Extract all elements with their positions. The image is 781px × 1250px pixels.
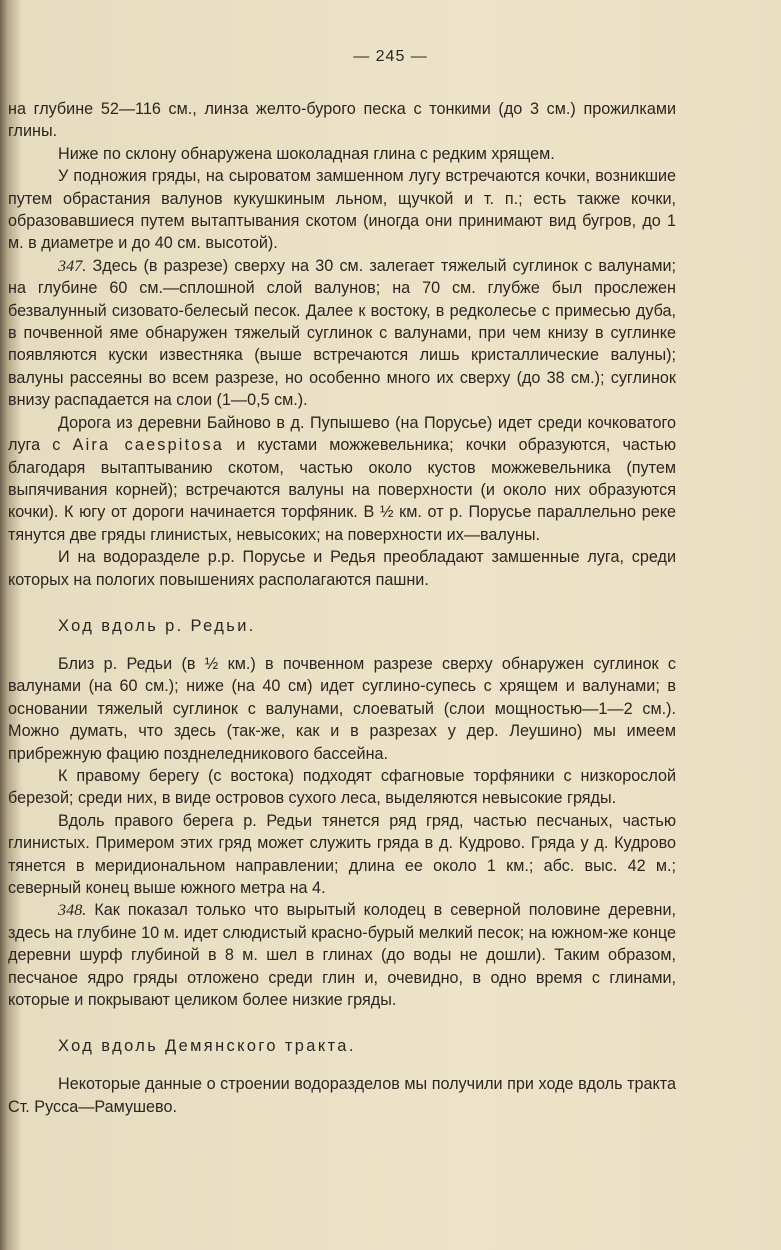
paragraph-continued: на глубине 52—116 см., линза желто-бурого песка с тонкими (до 3 см.) прожилками глины. [8,100,676,141]
paragraph-road-text-after: и кустами можжевельника; кочки образуются, частью благодаря вытаптыванию скотом, частью около кустов можжевельника (путем выпячивания корней); встречаются валуны на поверхности (и около них образуются кочки). К югу от дороги начинается торфяник. В ½ км. от р. Порусье параллельно реке тянутся две гряды глинистых, невысоких; на поверхности их—валуны. [8,436,676,544]
paragraph-348-text: Как показал только что вырытый колодец в северной половине деревни, здесь на глубине 10 м. идет слюдистый красно-бурый мелкий песок; на южном-же конце деревни шурф глубиной в 8 м. шел в глинах (до воды не дошли). Таким образом, песчаное ядро гряды отложено среди глин и, очевидно, в одно время с глинами, которые и покрывают целиком более низкие гряды. [8,901,676,1010]
paragraph-watershed: И на водоразделе р.р. Порусье и Редья преобладают замшенные луга, среди которых на пологих повышениях располагаются пашни. [8,548,676,589]
paragraph-road-text-before: Дорога из деревни Байново в д. Пупышево (на Порусье) идет среди кочковатого луга с [8,413,676,455]
section-number-348: 348. [58,901,87,920]
section-heading-redya: Ход вдоль р. Редьи. [58,616,256,635]
paragraph-redya-soil: Близ р. Редьи (в ½ км.) в почвенном разрезе сверху обнаружен суглинок с валунами (на 60 см.); ниже (на 40 см) идет суглино-супесь с хрящем и валунами; в основании тяжелый суглинок с валунами, слоеватый (слои мощностью—1—2 см.). Можно думать, что здесь (так-же, как и в разрезах у дер. Леушино) мы имеем прибрежную фацию позднеледникового бассейна. [8,654,676,763]
paragraph-347-text: Здесь (в разрезе) сверху на 30 см. залегает тяжелый суглинок с валунами; на глубине 60 см.—сплошной слой валунов; на 70 см. глубже был прослежен безвалунный сизовато-белесый песок. Далее к востоку, в редколесье с примесью дуба, в почвенной яме обнаружен тяжелый суглинок с валунами, при чем книзу в суглинке появляются куски известняка (выше встречаются лишь кристаллические валуны); валуны рассеяны во всем разрезе, но особенно много их сверху (до 38 см.); суглинок внизу распадается на слои (1—0,5 см.). [8,256,676,410]
page-body [8,98,676,1118]
paragraph-347 [8,255,676,412]
paragraph-ridge-foot: У подножия гряды, на сыроватом замшенном лугу встречаются кочки, возникшие путем обрастания валунов кукушкиным льном, щучкой и т. п.; есть также кочки, образовавшиеся путем вытаптывания скотом (иногда они принимают вид бугров, до 1 м. в диаметре и до 40 см. высотой). [8,167,676,253]
section-number-347: 347. [58,256,87,275]
page-number: — 245 — [353,48,428,65]
section-heading-demyansk: Ход вдоль Демянского тракта. [58,1037,356,1056]
paragraph-ridges: Вдоль правого берега р. Редьи тянется ряд гряд, частью песчаных, частью глинистых. Примером этих гряд может служить гряда в д. Кудрово. Гряда у д. Кудрово тянется в меридиональном направлении; длина ее около 1 км.; абс. выс. 42 м.; северный конец выше южного метра на 4. [8,811,676,897]
paragraph-348 [8,899,676,1011]
paragraph-chocolate-clay: Ниже по склону обнаружена шоколадная глина с редким хрящем. [58,144,555,163]
paragraph-watersheds: Некоторые данные о строении водоразделов мы получили при ходе вдоль тракта Ст. Русса—Рамушево. [8,1075,676,1116]
paragraph-right-bank: К правому берегу (с востока) подходят сфагновые торфяники с низкорослой березой; среди них, в виде островов сухого леса, выделяются невысокие гряды. [8,766,676,808]
paragraph-road [8,412,676,546]
latin-species-name: Aira caespitosa [72,436,224,455]
